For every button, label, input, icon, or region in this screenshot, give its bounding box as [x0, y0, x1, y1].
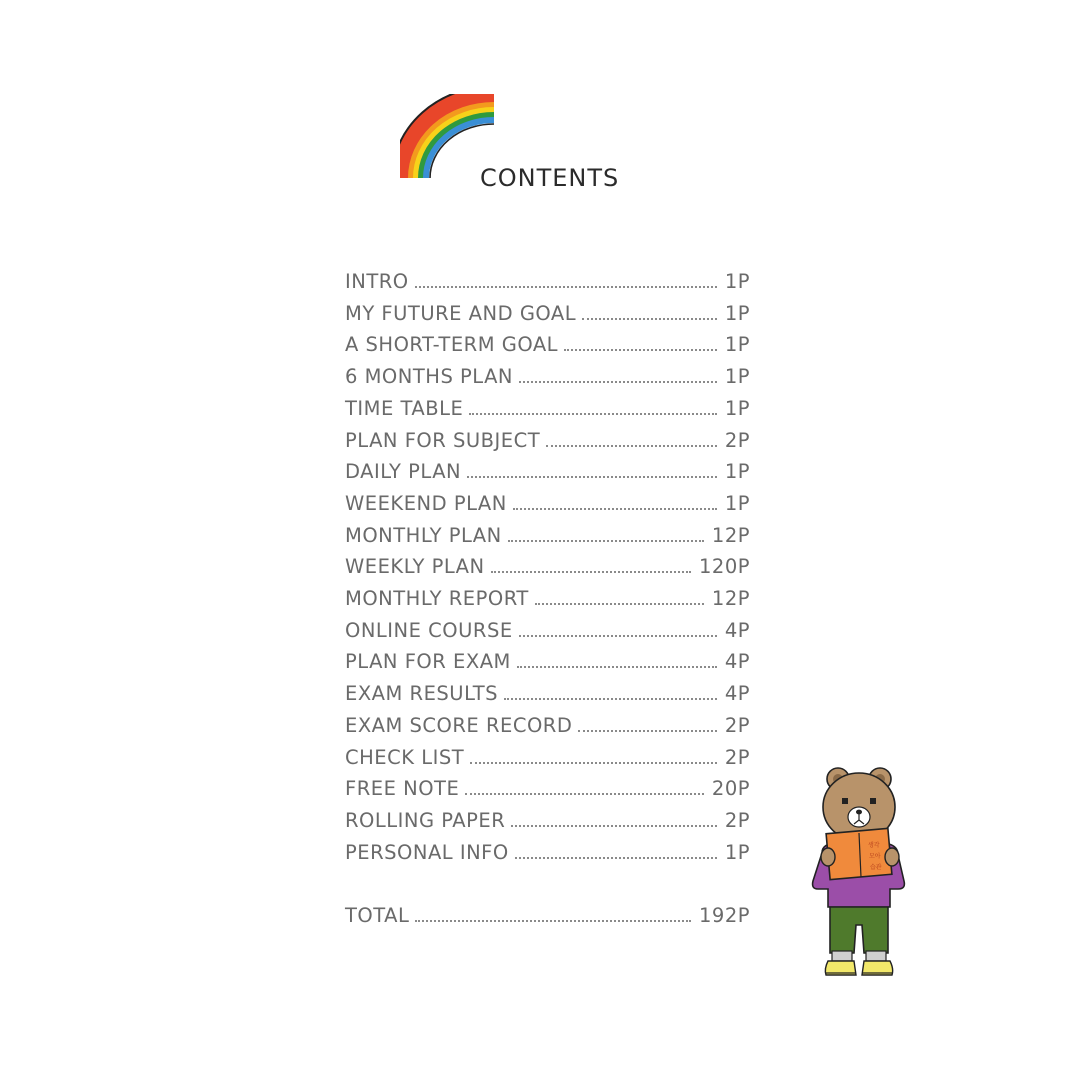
- toc-total: [345, 904, 750, 928]
- toc-entry-page: 20P: [711, 777, 750, 801]
- toc-entry-label: MONTHLY PLAN: [345, 523, 502, 547]
- toc-entry: [345, 555, 750, 579]
- toc-entry-page: 2P: [724, 713, 750, 737]
- toc-entry: [345, 777, 750, 801]
- toc-entry: [345, 714, 750, 738]
- dot-leader: [519, 380, 717, 383]
- toc-entry-label: EXAM RESULTS: [345, 682, 499, 706]
- toc-entry: [345, 397, 750, 421]
- dot-leader: [415, 285, 717, 288]
- toc-entry-label: MY FUTURE AND GOAL: [345, 301, 577, 325]
- toc-entry: [345, 365, 750, 389]
- toc-entry-page: 2P: [724, 745, 750, 769]
- toc-entry: [345, 524, 750, 548]
- toc-entry-page: 12P: [711, 523, 750, 547]
- toc-entry-page: 4P: [724, 650, 750, 674]
- toc-entry-label: FREE NOTE: [345, 777, 460, 801]
- toc-entry-page: 1P: [724, 840, 750, 864]
- bear-illustration: [808, 765, 912, 981]
- toc-entry-page: 12P: [711, 587, 750, 610]
- toc-entry-label: TOTAL: [345, 904, 410, 928]
- dot-leader: [582, 317, 717, 320]
- dot-leader: [467, 475, 717, 478]
- toc-entry: [345, 650, 750, 674]
- toc-entry-label: WEEKEND PLAN: [345, 491, 507, 515]
- page-title: CONTENTS: [480, 164, 620, 192]
- dot-leader: [415, 919, 691, 922]
- toc-entry: [345, 587, 750, 611]
- toc-entry-label: ONLINE COURSE: [345, 618, 513, 642]
- toc-entry-label: 6 MONTHS PLAN: [345, 365, 514, 389]
- toc-entry: [345, 333, 750, 357]
- toc-entry-label: WEEKLY PLAN: [345, 555, 485, 579]
- svg-text:생각: 생각: [868, 842, 880, 849]
- toc-entry-page: 1P: [724, 270, 750, 293]
- toc-entry: [345, 841, 750, 865]
- toc-entry-page: 1P: [724, 333, 750, 357]
- toc-entry-label: DAILY PLAN: [345, 460, 462, 484]
- dot-leader: [511, 824, 717, 827]
- toc-entry-page: 1P: [724, 396, 750, 420]
- toc-entry-page: 2P: [724, 808, 750, 832]
- toc-entry-page: 4P: [724, 682, 750, 706]
- dot-leader: [564, 348, 717, 351]
- toc-entry: [345, 682, 750, 706]
- toc-entry: [345, 429, 750, 453]
- toc-entry-label: PERSONAL INFO: [345, 840, 509, 864]
- dot-leader: [491, 570, 691, 573]
- toc-entry: [345, 619, 750, 643]
- toc-entry-page: 2P: [724, 428, 750, 452]
- toc-entry-label: INTRO: [345, 270, 409, 293]
- dot-leader: [515, 856, 717, 859]
- toc-entry-page: 1P: [724, 460, 750, 484]
- toc-entry: [345, 460, 750, 484]
- svg-text:모아: 모아: [869, 853, 881, 860]
- toc-entry-page: 4P: [724, 618, 750, 642]
- dot-leader: [513, 507, 717, 510]
- dot-leader: [470, 761, 717, 764]
- toc-entry-page: 192P: [699, 904, 750, 928]
- dot-leader: [535, 602, 704, 605]
- toc-entry: [345, 270, 750, 294]
- toc-entry-label: PLAN FOR SUBJECT: [345, 428, 541, 452]
- toc-entry: [345, 492, 750, 516]
- toc-entry-label: EXAM SCORE RECORD: [345, 713, 573, 737]
- dot-leader: [504, 697, 717, 700]
- dot-leader: [578, 729, 716, 732]
- svg-text:습관: 습관: [870, 864, 882, 871]
- toc-entry: [345, 746, 750, 770]
- toc-entry-label: MONTHLY REPORT: [345, 587, 529, 610]
- dot-leader: [469, 412, 717, 415]
- toc-entry-page: 1P: [724, 365, 750, 389]
- toc-entry-label: PLAN FOR EXAM: [345, 650, 511, 674]
- toc-entry-label: TIME TABLE: [345, 396, 464, 420]
- toc-entry: [345, 302, 750, 326]
- toc-entry-label: ROLLING PAPER: [345, 808, 506, 832]
- toc-entry: [345, 809, 750, 833]
- dot-leader: [517, 665, 717, 668]
- dot-leader: [508, 539, 704, 542]
- dot-leader: [546, 444, 717, 447]
- dot-leader: [519, 634, 717, 637]
- toc-entry-page: 1P: [724, 301, 750, 325]
- toc-entry-page: 1P: [724, 491, 750, 515]
- toc-entry-label: A SHORT-TERM GOAL: [345, 333, 559, 357]
- toc-entry-label: CHECK LIST: [345, 745, 465, 769]
- dot-leader: [465, 792, 704, 795]
- toc-entry-page: 120P: [699, 555, 750, 579]
